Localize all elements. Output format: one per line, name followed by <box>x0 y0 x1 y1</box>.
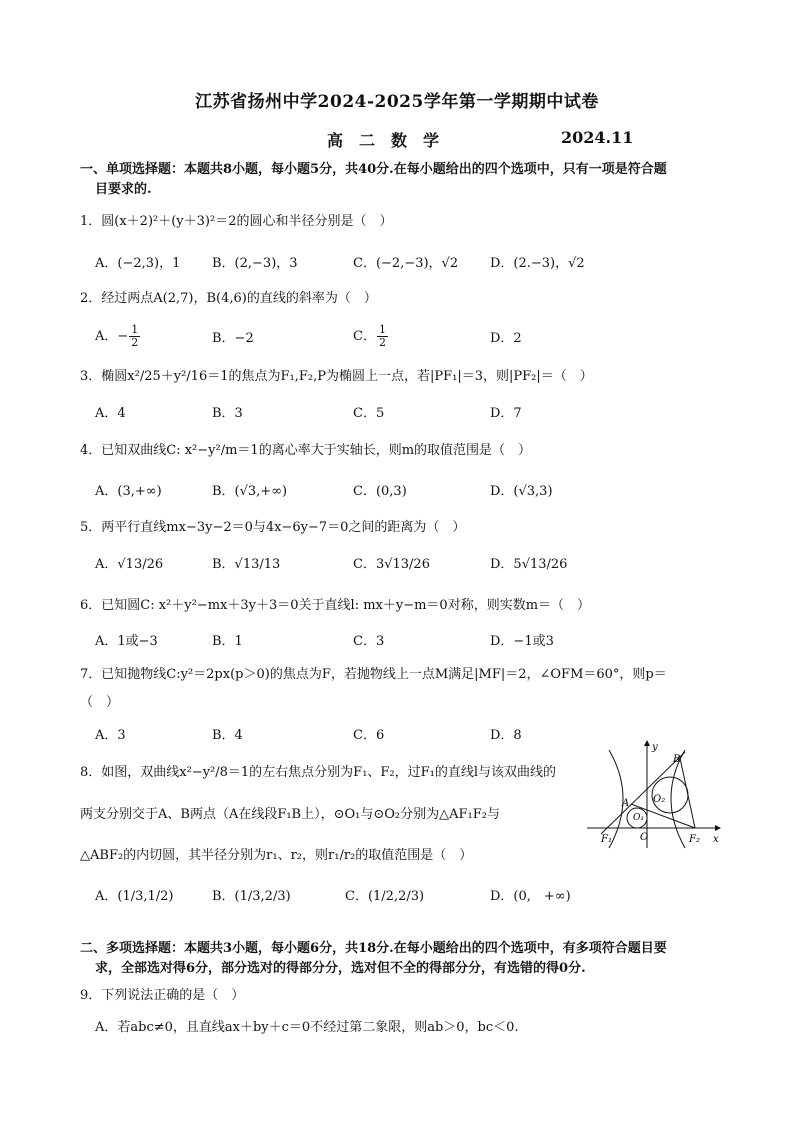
q4-option-a: A．(3,+∞) <box>95 484 162 499</box>
q5-option-b: B．√13/13 <box>212 557 281 572</box>
q8-option-a: A．(1/3,1/2) <box>95 889 174 904</box>
label-f1: F₁ <box>601 834 612 845</box>
exam-title: 江苏省扬州中学2024-2025学年第一学期期中试卷 <box>195 92 599 112</box>
label-x: x <box>713 834 719 845</box>
section-2-heading: 二、多项选择题：本题共3小题，每小题6分，共18分.在每小题给出的四个选项中，有多项符合题目要 <box>80 941 667 956</box>
q6-option-a: A．1或−3 <box>95 634 158 649</box>
fraction-numerator: 1 <box>131 323 139 336</box>
q4-option-c: C．(0,3) <box>353 484 407 499</box>
section-1-heading-cont: 目要求的. <box>95 182 152 197</box>
exam-date: 2024.11 <box>561 128 634 147</box>
q2-option-d: D．2 <box>490 331 522 346</box>
section-2-heading-cont: 求，全部选对得6分，部分选对的得部分分，选对但不全的得部分分，有选错的得0分. <box>95 961 586 976</box>
question-8-stem-cont2: △ABF₂的内切圆，其半径分别为r₁、r₂，则r₁/r₂的取值范围是（ ） <box>80 848 473 863</box>
q6-option-c: C．3 <box>353 634 385 649</box>
y-axis-arrow-icon <box>644 740 650 746</box>
hyperbola-figure <box>585 738 725 854</box>
q6-option-b: B．1 <box>212 634 243 649</box>
section-1-heading: 一、单项选择题：本题共8小题，每小题5分，共40分.在每小题给出的四个选项中，只有一项是符合题 <box>80 162 667 177</box>
q4-option-b: B．(√3,+∞) <box>212 484 288 499</box>
question-3-stem: 3．椭圆x²/25＋y²/16＝1的焦点为F₁,F₂,P为椭圆上一点，若|PF₁|＝3，则|PF₂|＝（ ） <box>80 369 593 384</box>
question-8-stem-cont: 两支分别交于A、B两点（A在线段F₁B上），⊙O₁与⊙O₂分别为△AF₁F₂与 <box>80 807 500 822</box>
q5-option-d: D．5√13/26 <box>490 557 568 572</box>
q1-option-a: A．(−2,3)，1 <box>95 256 181 271</box>
q8-option-b: B．(1/3,2/3) <box>212 889 291 904</box>
label-y: y <box>652 742 658 753</box>
question-8-stem: 8．如图，双曲线x²−y²/8＝1的左右焦点分别为F₁、F₂，过F₁的直线l与该双曲线的 <box>80 765 557 780</box>
fraction-denominator: 2 <box>378 336 386 349</box>
question-2-stem: 2．经过两点A(2,7)，B(4,6)的直线的斜率为（ ） <box>80 291 377 306</box>
q7-option-a: A．3 <box>95 728 126 743</box>
q8-option-c: C．(1/2,2/3) <box>345 889 425 904</box>
label-o2: O₂ <box>653 794 666 805</box>
q4-option-d: D．(√3,3) <box>490 484 553 499</box>
question-4-stem: 4．已知双曲线C: x²−y²/m＝1的离心率大于实轴长，则m的取值范围是（ ） <box>80 443 532 458</box>
q1-option-b: B．(2,−3)，3 <box>212 256 298 271</box>
q3-option-c: C．5 <box>353 406 385 421</box>
q7-option-d: D．8 <box>490 728 522 743</box>
q1-option-d: D．(2.−3)，√2 <box>490 256 585 271</box>
label-f2: F₂ <box>689 834 700 845</box>
q2-option-a-fraction <box>129 324 140 349</box>
fraction-numerator: 1 <box>378 323 386 336</box>
q8-option-d: D．(0, +∞) <box>490 889 571 904</box>
question-6-stem: 6．已知圆C: x²＋y²−mx＋3y＋3＝0关于直线l: mx＋y−m＝0对称，则实数m＝（ ） <box>80 598 591 613</box>
q5-option-a: A．√13/26 <box>95 557 164 572</box>
q3-option-b: B．3 <box>212 406 243 421</box>
hyperbola-diagram <box>585 738 725 850</box>
q2-option-a-label: A．− <box>95 329 129 344</box>
question-5-stem: 5．两平行直线mx−3y−2＝0与4x−6y−7＝0之间的距离为（ ） <box>80 520 466 535</box>
q7-option-c: C．6 <box>353 728 385 743</box>
q2-option-a <box>95 324 141 349</box>
q3-option-a: A．4 <box>95 406 126 421</box>
question-7-stem-cont: （ ） <box>80 695 120 710</box>
question-9-stem: 9．下列说法正确的是（ ） <box>80 988 245 1003</box>
q6-option-d: D．−1或3 <box>490 634 554 649</box>
q2-option-c-label: C． <box>353 329 376 344</box>
q2-option-b: B．−2 <box>212 331 254 346</box>
q5-option-c: C．3√13/26 <box>353 557 430 572</box>
x-axis-arrow-icon <box>715 825 721 831</box>
question-1-stem: 1．圆(x＋2)²＋(y＋3)²＝2的圆心和半径分别是（ ） <box>80 214 393 229</box>
question-7-stem: 7．已知抛物线C:y²＝2px(p＞0)的焦点为F，若抛物线上一点M满足|MF|＝2，∠OFM＝60°，则p＝ <box>80 667 667 682</box>
q7-option-b: B．4 <box>212 728 243 743</box>
q2-option-c-fraction <box>377 324 388 349</box>
label-b: B <box>673 754 681 765</box>
q1-option-c: C．(−2,−3)，√2 <box>353 256 459 271</box>
fraction-denominator: 2 <box>131 336 139 349</box>
subject-label: 高 二 数 学 <box>327 131 440 150</box>
label-a: A <box>622 798 630 809</box>
q2-option-c <box>353 324 389 349</box>
q9-option-a: A．若abc≠0，且直线ax＋by＋c＝0不经过第二象限，则ab＞0，bc＜0. <box>95 1020 519 1035</box>
label-o: O <box>640 832 649 843</box>
q3-option-d: D．7 <box>490 406 522 421</box>
label-o1: O₁ <box>633 813 644 823</box>
